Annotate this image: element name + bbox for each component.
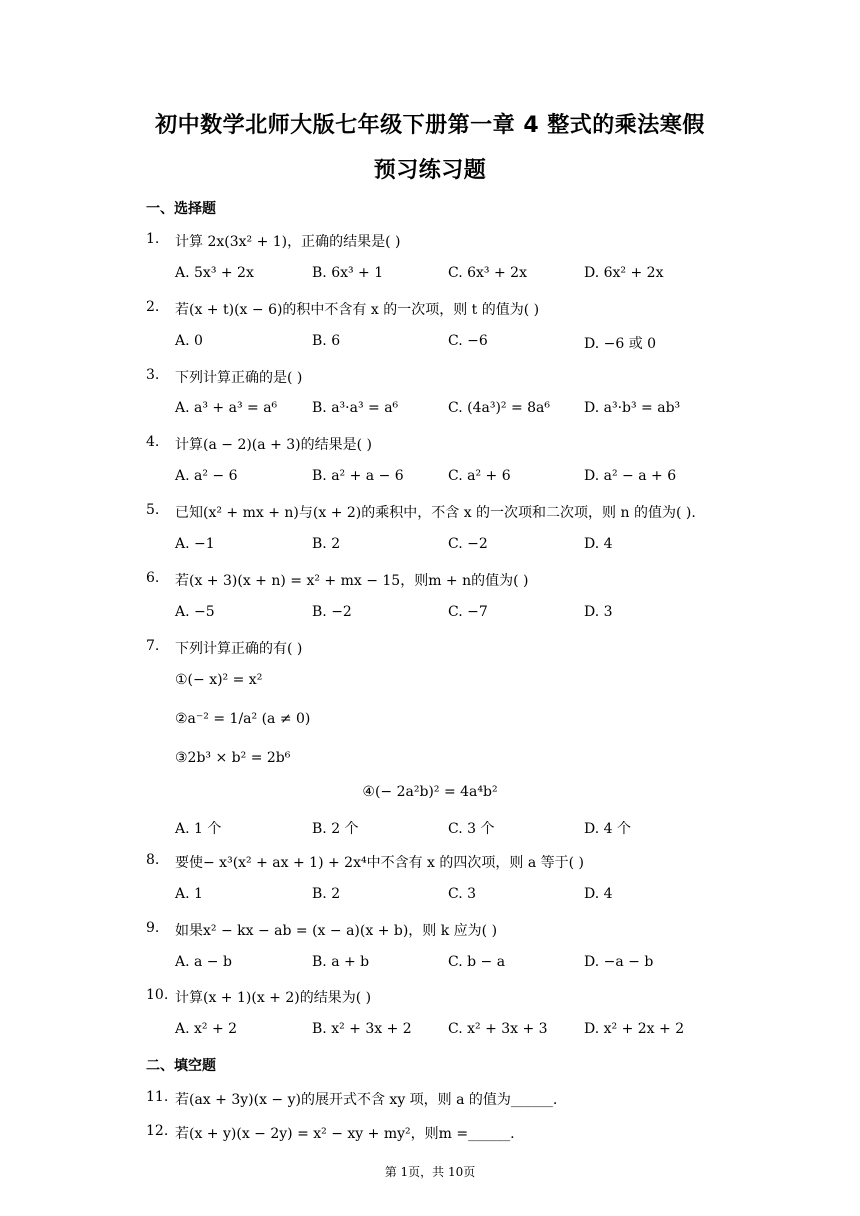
option-d: D. 4 bbox=[584, 536, 613, 552]
statement-2: ②a⁻² = 1/a² (a ≠ 0) bbox=[175, 711, 311, 727]
option-d: D. a² − a + 6 bbox=[584, 468, 677, 484]
document-title-line1: 初中数学北师大版七年级下册第一章 4 整式的乘法寒假 bbox=[155, 113, 705, 138]
options-10 bbox=[0, 1021, 860, 1043]
option-a: A. −1 bbox=[175, 536, 215, 552]
option-b: B. 2 bbox=[312, 886, 341, 902]
question-number: 8. bbox=[146, 852, 160, 868]
options-1 bbox=[0, 265, 860, 287]
question-3 bbox=[0, 367, 860, 389]
question-text: 计算 2x(3x² + 1)，正确的结果是( ) bbox=[175, 234, 401, 250]
page-footer: 第 1页，共 10页 bbox=[384, 1165, 476, 1179]
option-d: D. x² + 2x + 2 bbox=[584, 1021, 685, 1037]
question-number: 6. bbox=[146, 570, 160, 586]
option-a: A. x² + 2 bbox=[175, 1021, 238, 1037]
option-b: B. x² + 3x + 2 bbox=[312, 1021, 412, 1037]
question-number: 12. bbox=[146, 1123, 169, 1139]
option-d: D. a³·b³ = ab³ bbox=[584, 400, 681, 416]
option-b: B. a + b bbox=[312, 954, 370, 970]
option-c: C. 6x³ + 2x bbox=[448, 265, 527, 281]
option-a: A. a − b bbox=[175, 954, 232, 970]
option-d: D. 4 bbox=[584, 886, 613, 902]
options-3 bbox=[0, 400, 860, 422]
question-text: 若(ax + 3y)(x − y)的展开式不含 xy 项，则 a 的值为______. bbox=[175, 1092, 558, 1108]
question-text: 计算(a − 2)(a + 3)的结果是( ) bbox=[175, 437, 372, 453]
question-11 bbox=[0, 1089, 860, 1111]
option-c: C. −7 bbox=[448, 604, 488, 620]
question-number: 9. bbox=[146, 920, 160, 936]
question-7 bbox=[0, 638, 860, 660]
option-d: D. 6x² + 2x bbox=[584, 265, 664, 281]
option-c: C. −2 bbox=[448, 536, 488, 552]
option-b: B. −2 bbox=[312, 604, 352, 620]
statement-1: ①(− x)² = x² bbox=[175, 672, 263, 688]
option-c: C. 3 个 bbox=[448, 821, 495, 837]
question-text: 若(x + t)(x − 6)的积中不含有 x 的一次项，则 t 的值为( ) bbox=[175, 302, 540, 318]
option-b: B. 6 bbox=[312, 333, 341, 349]
option-a: A. a² − 6 bbox=[175, 468, 238, 484]
option-c: C. a² + 6 bbox=[448, 468, 511, 484]
question-number: 1. bbox=[146, 231, 160, 247]
option-b: B. a³·a³ = a⁶ bbox=[312, 400, 399, 416]
option-a: A. 5x³ + 2x bbox=[175, 265, 254, 281]
options-2 bbox=[0, 333, 860, 355]
section-heading-choice: 一、选择题 bbox=[146, 201, 216, 217]
options-8 bbox=[0, 886, 860, 908]
option-a: A. 1 bbox=[175, 886, 203, 902]
question-1 bbox=[0, 231, 860, 253]
question-number: 11. bbox=[146, 1089, 169, 1105]
question-number: 3. bbox=[146, 367, 160, 383]
question-9 bbox=[0, 920, 860, 942]
question-number: 7. bbox=[146, 638, 160, 654]
option-c: C. x² + 3x + 3 bbox=[448, 1021, 548, 1037]
section-heading-fill: 二、填空题 bbox=[146, 1058, 216, 1074]
option-a: A. −5 bbox=[175, 604, 215, 620]
options-6 bbox=[0, 604, 860, 626]
option-b: B. a² + a − 6 bbox=[312, 468, 404, 484]
question-text: 下列计算正确的是( ) bbox=[175, 370, 303, 386]
option-b: B. 2 个 bbox=[312, 821, 359, 837]
option-c: C. 3 bbox=[448, 886, 477, 902]
question-4 bbox=[0, 434, 860, 456]
document-title-line2: 预习练习题 bbox=[373, 158, 487, 183]
question-text: 下列计算正确的有( ) bbox=[175, 641, 303, 657]
question-text: 要使− x³(x² + ax + 1) + 2x⁴中不含有 x 的四次项，则 a 等于( ) bbox=[175, 855, 584, 871]
options-7 bbox=[0, 818, 860, 840]
option-a: A. a³ + a³ = a⁶ bbox=[175, 400, 278, 416]
option-c: C. (4a³)² = 8a⁶ bbox=[448, 400, 551, 416]
question-text: 已知(x² + mx + n)与(x + 2)的乘积中，不含 x 的一次项和二次项，则 n 的值为( ). bbox=[175, 505, 696, 521]
options-9 bbox=[0, 954, 860, 976]
question-number: 4. bbox=[146, 434, 160, 450]
option-c: C. b − a bbox=[448, 954, 506, 970]
option-a: A. 1 个 bbox=[175, 821, 222, 837]
question-text: 如果x² − kx − ab = (x − a)(x + b)，则 k 应为( ) bbox=[175, 923, 498, 939]
question-8 bbox=[0, 852, 860, 874]
question-number: 5. bbox=[146, 502, 160, 518]
options-4 bbox=[0, 468, 860, 490]
question-text: 计算(x + 1)(x + 2)的结果为( ) bbox=[175, 990, 372, 1006]
statement-4: ④(− 2a²b)² = 4a⁴b² bbox=[362, 784, 498, 800]
question-12 bbox=[0, 1123, 860, 1145]
option-d: D. 4 个 bbox=[584, 821, 631, 837]
option-a: A. 0 bbox=[175, 333, 203, 349]
question-5 bbox=[0, 502, 860, 524]
option-d: D. −a − b bbox=[584, 954, 654, 970]
option-b: B. 6x³ + 1 bbox=[312, 265, 384, 281]
option-b: B. 2 bbox=[312, 536, 341, 552]
question-number: 2. bbox=[146, 299, 160, 315]
question-2 bbox=[0, 299, 860, 321]
question-text: 若(x + 3)(x + n) = x² + mx − 15，则m + n的值为( ) bbox=[175, 573, 529, 589]
question-text: 若(x + y)(x − 2y) = x² − xy + my²，则m =______. bbox=[175, 1126, 515, 1142]
option-d: D. −6 或 0 bbox=[584, 336, 657, 352]
option-c: C. −6 bbox=[448, 333, 488, 349]
options-5 bbox=[0, 536, 860, 558]
question-number: 10. bbox=[146, 987, 169, 1003]
question-10 bbox=[0, 987, 860, 1009]
option-d: D. 3 bbox=[584, 604, 613, 620]
statement-3: ③2b³ × b² = 2b⁶ bbox=[175, 750, 291, 766]
question-6 bbox=[0, 570, 860, 592]
